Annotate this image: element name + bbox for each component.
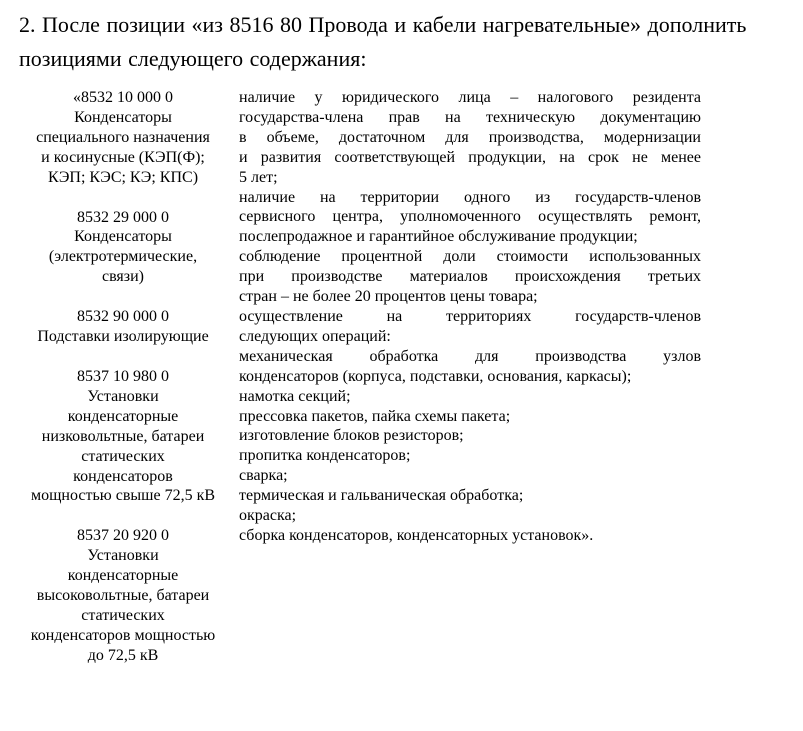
condition-line: пропитка конденсаторов; xyxy=(239,447,411,465)
code-description-line: мощностью свыше 72,5 кВ xyxy=(30,487,216,505)
code-description-line: конденсаторные xyxy=(67,567,179,585)
code-number: 8532 90 000 0 xyxy=(77,308,169,326)
condition-line: термическая и гальваническая обработка; xyxy=(239,487,524,505)
condition-line: сервисного центра, уполномоченного осуществлять ремонт, xyxy=(239,208,701,226)
code-entry xyxy=(18,307,228,347)
code-column xyxy=(18,88,228,686)
code-entry xyxy=(18,526,228,665)
code-description-line: специального назначения xyxy=(36,128,210,146)
condition-line: окраска; xyxy=(239,507,297,525)
conditions-column xyxy=(239,88,701,546)
section-heading xyxy=(19,8,789,76)
code-entry xyxy=(18,367,228,506)
code-description-line: Конденсаторы xyxy=(74,228,172,246)
code-description-line: конденсаторов мощностью xyxy=(30,626,216,644)
code-description-line: статических xyxy=(81,606,165,624)
condition-line: послепродажное и гарантийное обслуживание продукции; xyxy=(239,228,638,246)
condition-line: намотка секций; xyxy=(239,387,351,405)
condition-line: конденсаторов (корпуса, подставки, основания, каркасы); xyxy=(239,367,632,385)
condition-line: следующих операций: xyxy=(239,327,391,345)
condition-line: сварка; xyxy=(239,467,288,485)
code-description-line: статических xyxy=(81,447,165,465)
condition-line: изготовление блоков резисторов; xyxy=(239,427,464,445)
code-description-line: связи) xyxy=(101,268,144,286)
code-description-line: Конденсаторы xyxy=(74,108,172,126)
code-description-line: Подставки изолирующие xyxy=(37,328,209,346)
code-description-line: Установки xyxy=(87,547,159,565)
code-description-line: КЭП; КЭС; КЭ; КПС) xyxy=(47,168,199,186)
condition-line: прессовка пакетов, пайка схемы пакета; xyxy=(239,407,511,425)
heading-line: 2. После позиции «из 8516 80 Провода и кабели нагревательные» дополнить xyxy=(19,12,747,37)
code-entry xyxy=(18,88,228,188)
code-description-line: конденсаторов xyxy=(73,467,173,485)
condition-line: в объеме, достаточном для производства, модернизации xyxy=(239,128,701,146)
condition-line: наличие на территории одного из государств-членов xyxy=(239,188,701,206)
condition-line: стран – не более 20 процентов цены товара; xyxy=(239,288,538,306)
code-description-line: конденсаторные xyxy=(67,407,179,425)
condition-line: наличие у юридического лица – налогового резидента xyxy=(239,89,701,106)
code-description-line: низковольтные, батареи xyxy=(41,427,205,445)
code-number: 8537 10 980 0 xyxy=(77,367,169,385)
condition-line: государства-члена прав на техническую документацию xyxy=(239,108,701,126)
condition-line: 5 лет; xyxy=(239,168,278,186)
condition-line: и развития соответствующей продукции, на срок не менее xyxy=(239,148,701,166)
code-number: «8532 10 000 0 xyxy=(73,89,173,106)
code-number: 8537 20 920 0 xyxy=(77,527,169,545)
condition-line: при производстве материалов происхождения третьих xyxy=(239,268,701,286)
condition-line: механическая обработка для производства узлов xyxy=(239,347,701,365)
condition-line: осуществление на территориях государств-членов xyxy=(239,307,701,325)
code-description-line: высоковольтные, батареи xyxy=(36,587,210,605)
heading-line: позициями следующего содержания: xyxy=(19,46,367,71)
code-description-line: до 72,5 кВ xyxy=(87,646,159,664)
condition-line: сборка конденсаторов, конденсаторных установок». xyxy=(239,526,594,544)
code-description-line: Установки xyxy=(87,387,159,405)
code-number: 8532 29 000 0 xyxy=(77,208,169,226)
condition-line: соблюдение процентной доли стоимости использованных xyxy=(239,248,701,266)
code-entry xyxy=(18,208,228,288)
code-description-line: и косинусные (КЭП(Ф); xyxy=(41,148,205,166)
code-description-line: (электротермические, xyxy=(48,248,198,266)
